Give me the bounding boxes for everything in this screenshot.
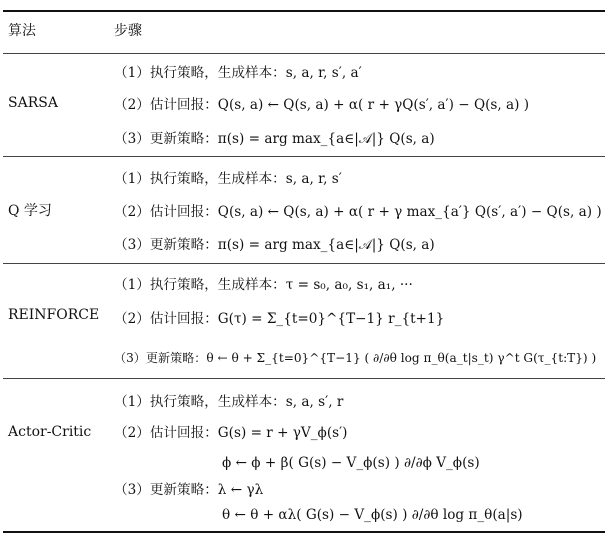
- step: θ ← θ + αλ( G(s) − V_ϕ(s) ) ∂/∂θ log π_θ(a|s): [222, 507, 523, 523]
- step: （3）更新策略：λ ← γλ: [114, 482, 264, 498]
- row-divider: [3, 378, 605, 379]
- header-rule: [3, 53, 605, 54]
- step: （2）估计回报：Q(s, a) ← Q(s, a) + α( r + γQ(s′, a′) − Q(s, a) ): [114, 97, 530, 113]
- row-divider: [3, 156, 605, 157]
- header-steps: 步骤: [114, 23, 142, 39]
- header-algorithm: 算法: [8, 23, 36, 39]
- top-rule: [3, 10, 605, 12]
- step: （2）估计回报：G(s) = r + γV_ϕ(s′): [114, 425, 348, 441]
- step: （3）更新策略：π(s) = arg max_{a∈|𝒜|} Q(s, a): [114, 131, 435, 147]
- row-divider: [3, 263, 605, 264]
- step: （1）执行策略，生成样本：s, a, r, s′: [114, 171, 342, 187]
- algorithm-name: SARSA: [8, 95, 58, 111]
- step: ϕ ← ϕ + β( G(s) − V_ϕ(s) ) ∂/∂ϕ V_ϕ(s): [222, 455, 480, 471]
- step: （3）更新策略：π(s) = arg max_{a∈|𝒜|} Q(s, a): [114, 237, 435, 253]
- algorithm-name: REINFORCE: [8, 307, 100, 323]
- step: （1）执行策略，生成样本：s, a, s′, r: [114, 394, 344, 410]
- step: （2）估计回报：G(τ) = Σ_{t=0}^{T−1} r_{t+1}: [114, 311, 445, 327]
- step: （3）更新策略：θ ← θ + Σ_{t=0}^{T−1} ( ∂/∂θ log π_θ(a_t|s_t) γ^t G(τ_{t:T}) ): [114, 351, 597, 365]
- step: （2）估计回报：Q(s, a) ← Q(s, a) + α( r + γ max_{a′} Q(s′, a′) − Q(s, a) ): [114, 204, 602, 220]
- step: （1）执行策略，生成样本：τ = s₀, a₀, s₁, a₁, ···: [114, 277, 413, 293]
- algorithm-name: Actor-Critic: [8, 424, 92, 440]
- algorithm-name: Q 学习: [8, 203, 52, 219]
- bottom-rule: [3, 531, 605, 533]
- step: （1）执行策略，生成样本：s, a, r, s′, a′: [114, 65, 362, 81]
